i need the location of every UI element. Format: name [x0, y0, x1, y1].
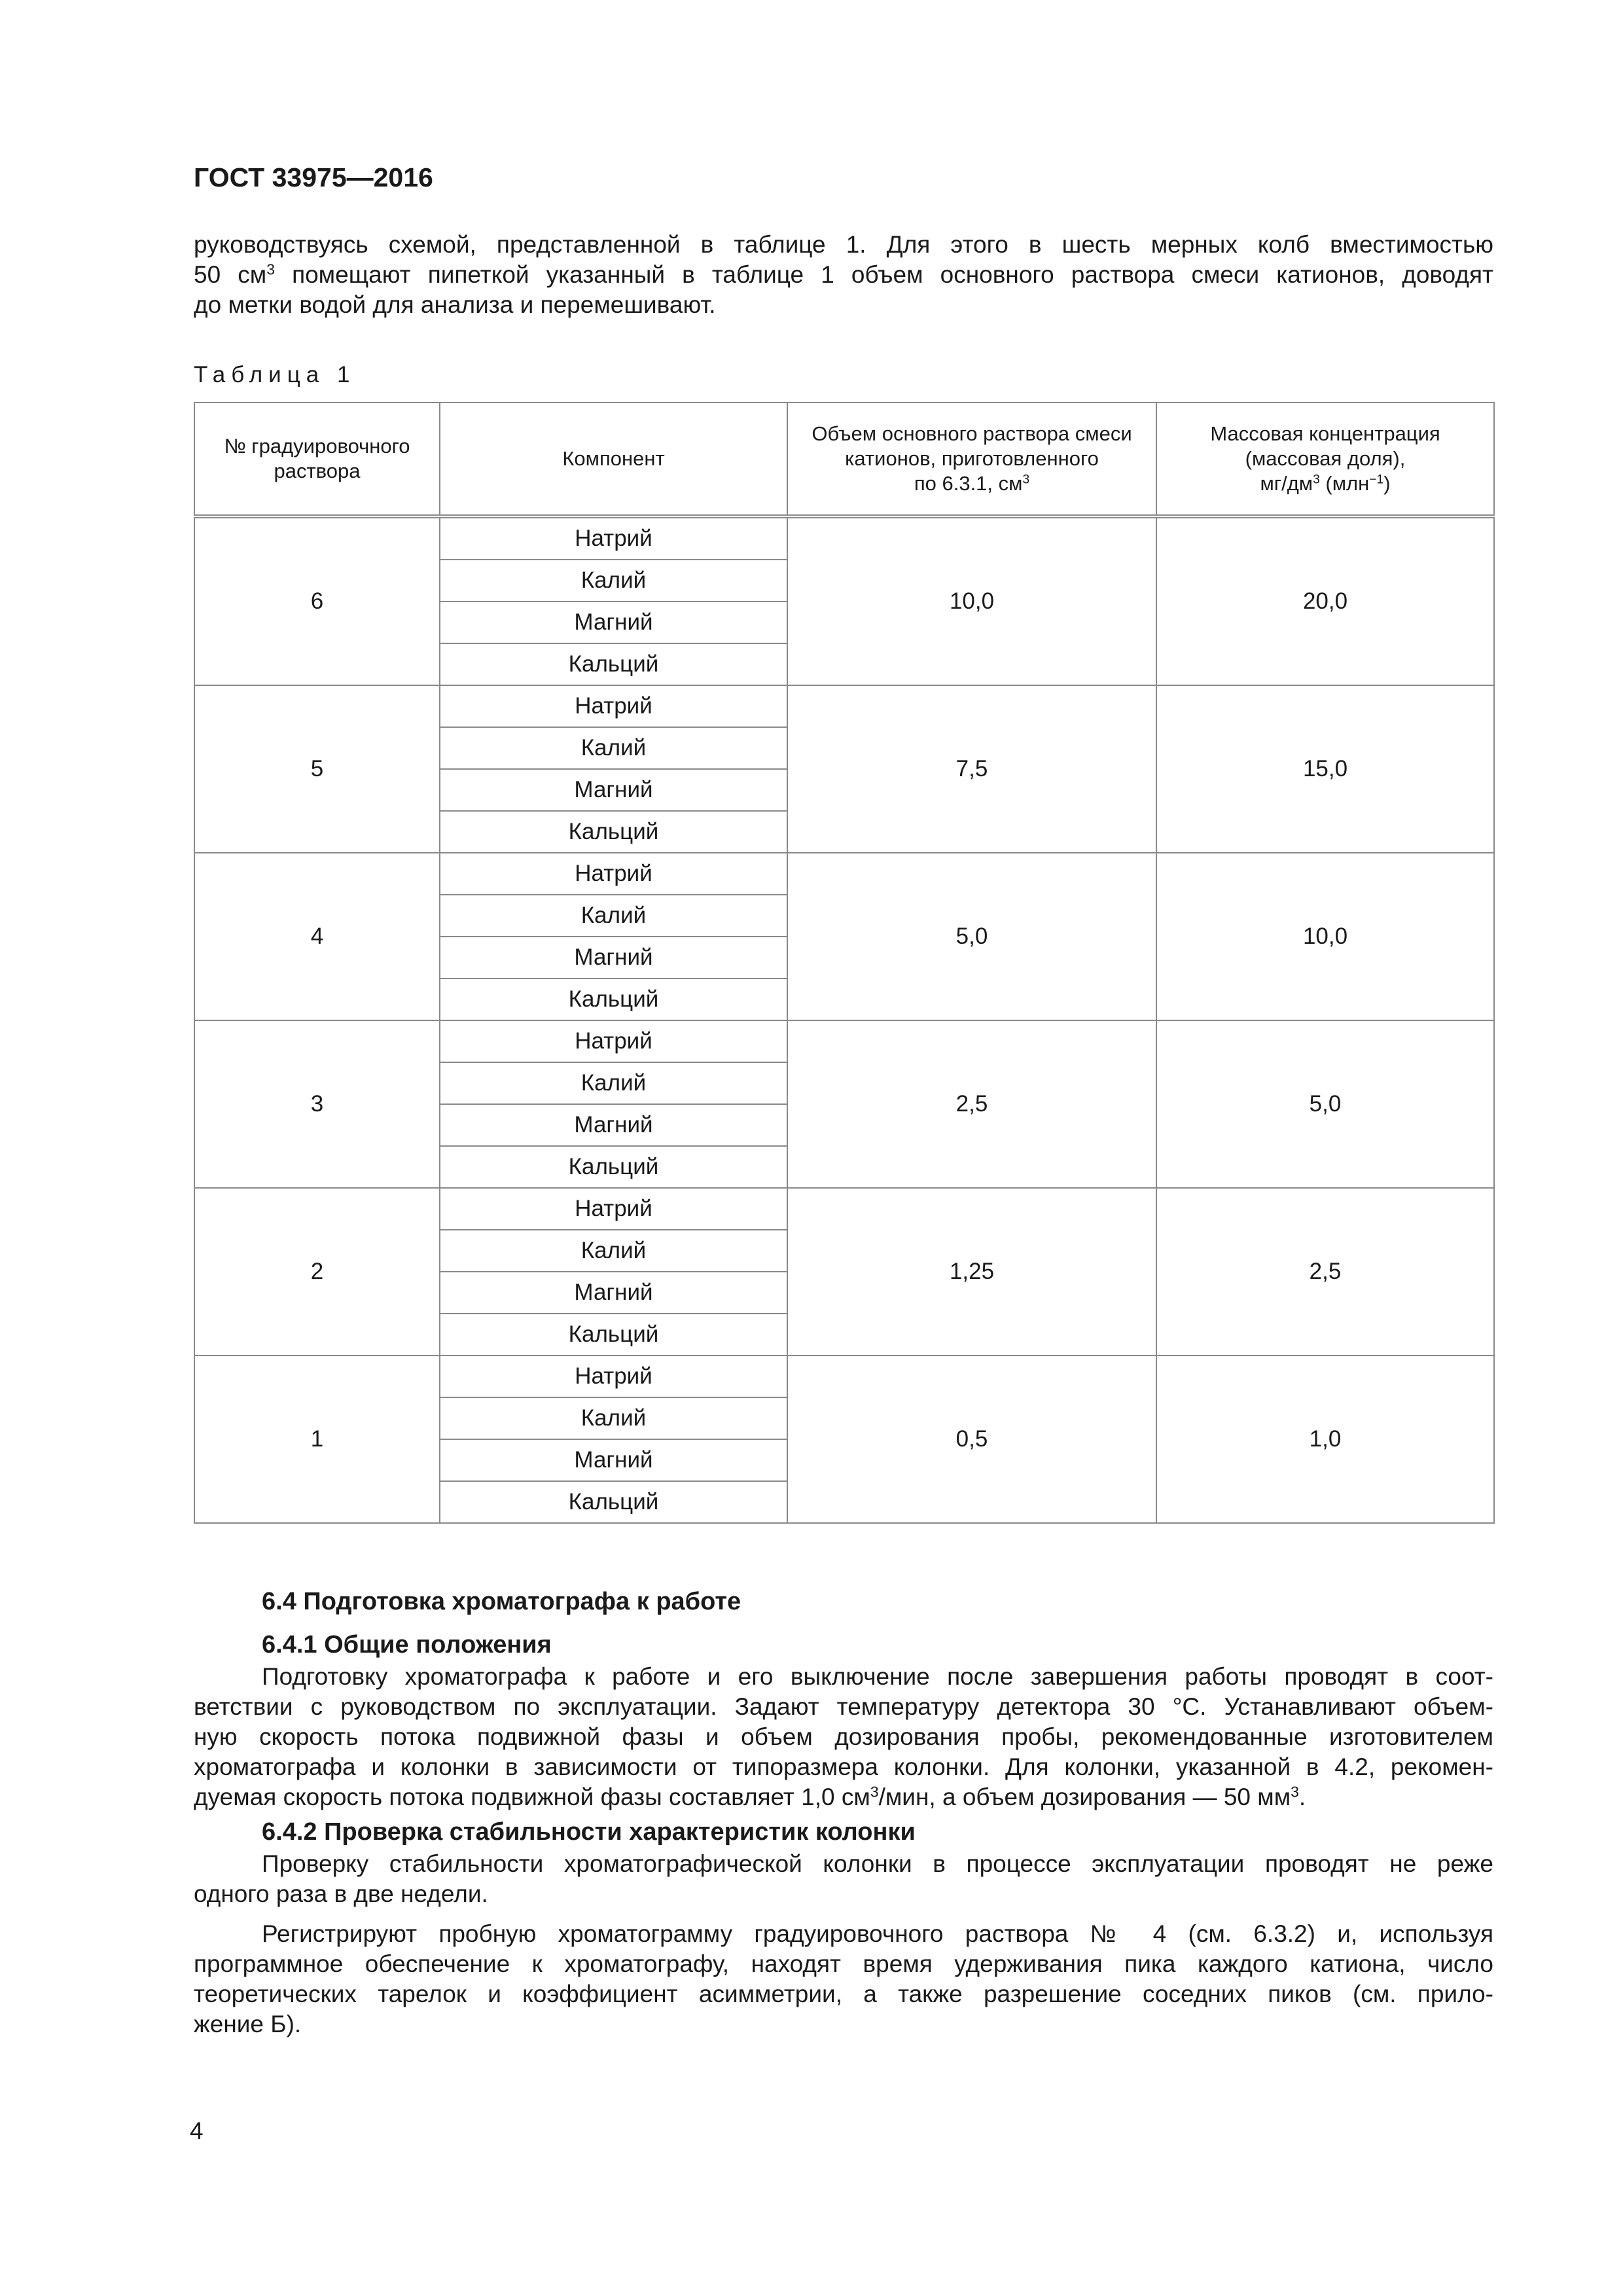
table-caption: Таблица 1	[194, 362, 356, 387]
volume-cell: 2,5	[787, 1020, 1156, 1188]
paragraph-line: программное обеспечение к хроматографу, находят время удерживания пика каждого катиона, число	[194, 1950, 1493, 1977]
component-cell: Магний	[440, 769, 787, 811]
section-6-4-title: 6.4 Подготовка хроматографа к работе	[262, 1588, 741, 1615]
section-6-4-1-title: 6.4.1 Общие положения	[262, 1631, 552, 1659]
volume-cell: 1,25	[787, 1188, 1156, 1355]
volume-cell: 0,5	[787, 1355, 1156, 1523]
standard-code: ГОСТ 33975—2016	[194, 162, 433, 192]
concentration-cell: 5,0	[1156, 1020, 1494, 1188]
component-cell: Магний	[440, 937, 787, 978]
component-cell: Кальций	[440, 1146, 787, 1188]
component-cell: Натрий	[440, 516, 787, 560]
component-cell: Магний	[440, 1104, 787, 1146]
solution-number-cell: 5	[194, 685, 440, 853]
concentration-cell: 10,0	[1156, 853, 1494, 1020]
header-solution-number: № градуировочного раствора	[194, 403, 440, 516]
concentration-cell: 15,0	[1156, 685, 1494, 853]
paragraph-line: хроматографа и колонки в зависимости от типоразмера колонки. Для колонки, указанной в 4.2, рекомен-	[194, 1753, 1493, 1780]
component-cell: Кальций	[440, 978, 787, 1020]
component-cell: Магний	[440, 601, 787, 643]
intro-paragraph	[194, 230, 1493, 320]
paragraph-line: ветствии с руководством по эксплуатации. Задают температуру детектора 30 °С. Устанавливают объем-	[194, 1693, 1493, 1720]
table-row	[194, 685, 1494, 727]
component-cell: Натрий	[440, 1020, 787, 1062]
component-cell: Кальций	[440, 811, 787, 853]
section-6-4-2-paragraph-1	[194, 1849, 1493, 1909]
solution-number-cell: 2	[194, 1188, 440, 1355]
header-concentration: Массовая концентрация (массовая доля), $мг/дм^3$ (млн$^{-1}$)	[1156, 403, 1494, 516]
table-row	[194, 1355, 1494, 1397]
paragraph-line: жение Б).	[194, 2011, 302, 2037]
section-6-4-2-title: 6.4.2 Проверка стабильности характеристик колонки	[262, 1818, 916, 1846]
component-cell: Калий	[440, 1397, 787, 1439]
volume-cell: 7,5	[787, 685, 1156, 853]
component-cell: Калий	[440, 895, 787, 937]
header-volume: Объем основного раствора смеси катионов, приготовленного по 6.3.1, $см^3$	[787, 403, 1156, 516]
component-cell: Натрий	[440, 1355, 787, 1397]
table-header-row	[194, 403, 1494, 516]
concentration-cell: 1,0	[1156, 1355, 1494, 1523]
paragraph-line: Проверку стабильности хроматографической колонки в процессе эксплуатации проводят не реже	[262, 1850, 1493, 1877]
component-cell: Калий	[440, 1230, 787, 1272]
paragraph-line: Подготовку хроматографа к работе и его выключение после завершения работы проводят в соот-	[262, 1663, 1493, 1690]
component-cell: Калий	[440, 1062, 787, 1104]
component-cell: Натрий	[440, 685, 787, 727]
calibration-table	[194, 402, 1495, 1524]
solution-number-cell: 1	[194, 1355, 440, 1523]
solution-number-cell: 3	[194, 1020, 440, 1188]
paragraph-line: теоретических тарелок и коэффициент асимметрии, а также разрешение соседних пиков (см. прило-	[194, 1981, 1493, 2007]
intro-line: 50 $см^3$ помещают пипеткой указанный в таблице 1 объем основного раствора смеси катионов, доводят	[194, 260, 1493, 288]
table-row	[194, 1020, 1494, 1062]
concentration-cell: 20,0	[1156, 516, 1494, 685]
page-number: 4	[190, 2117, 204, 2144]
section-6-4-1-paragraph	[194, 1662, 1493, 1812]
concentration-cell: 2,5	[1156, 1188, 1494, 1355]
component-cell: Натрий	[440, 1188, 787, 1230]
paragraph-line: одного раза в две недели.	[194, 1880, 488, 1907]
table-body	[194, 516, 1494, 1523]
component-cell: Магний	[440, 1272, 787, 1314]
paragraph-line: дуемая скорость потока подвижной фазы составляет 1,0 $см^3$/мин, а объем дозирования — 50 $мм^3$.	[194, 1783, 1306, 1810]
component-cell: Кальций	[440, 643, 787, 685]
table-row	[194, 853, 1494, 895]
intro-line: до метки водой для анализа и перемешивают.	[194, 291, 716, 318]
table-row	[194, 516, 1494, 560]
component-cell: Кальций	[440, 1314, 787, 1355]
volume-cell: 5,0	[787, 853, 1156, 1020]
header-component: Компонент	[440, 403, 787, 516]
component-cell: Магний	[440, 1439, 787, 1481]
paragraph-line: Регистрируют пробную хроматограмму градуировочного раствора № 4 (см. 6.3.2) и, используя	[262, 1920, 1493, 1947]
component-cell: Калий	[440, 560, 787, 601]
component-cell: Натрий	[440, 853, 787, 895]
component-cell: Кальций	[440, 1481, 787, 1523]
solution-number-cell: 4	[194, 853, 440, 1020]
paragraph-line: ную скорость потока подвижной фазы и объем дозирования пробы, рекомендованные изготовителем	[194, 1723, 1493, 1750]
intro-line: руководствуясь схемой, представленной в таблице 1. Для этого в шесть мерных колб вместимостью	[194, 231, 1493, 258]
solution-number-cell: 6	[194, 516, 440, 685]
volume-cell: 10,0	[787, 516, 1156, 685]
table-row	[194, 1188, 1494, 1230]
section-6-4-2-paragraph-2	[194, 1919, 1493, 2039]
component-cell: Калий	[440, 727, 787, 769]
